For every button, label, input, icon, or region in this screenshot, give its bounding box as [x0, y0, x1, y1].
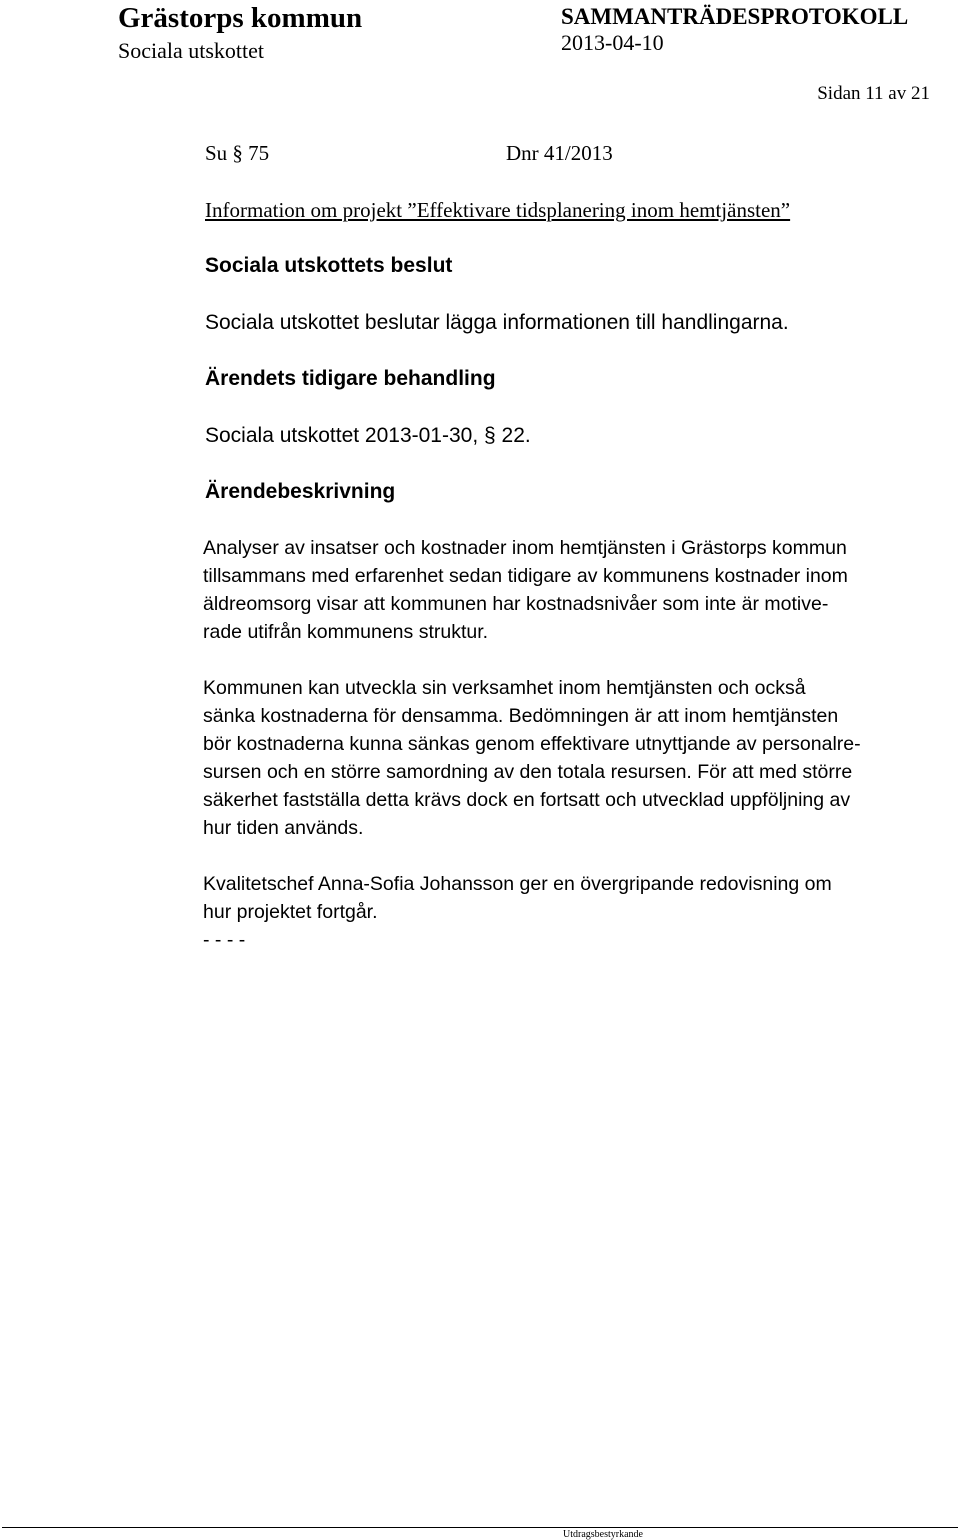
text-line: äldreomsorg visar att kommunen har kostnadsnivåer som inte är motive- [203, 593, 829, 615]
text-line: Kommunen kan utveckla sin verksamhet inom hemtjänsten och också [203, 677, 806, 699]
committee-name: Sociala utskottet [118, 38, 265, 63]
text-line: hur projektet fortgår. [203, 901, 378, 923]
text-line: Kvalitetschef Anna-Sofia Johansson ger en övergripande redovisning om [203, 873, 832, 895]
text-line: tillsammans med erfarenhet sedan tidigare av kommunens kostnader inom [203, 565, 848, 587]
paragraph-number: Su § 75 [205, 141, 270, 165]
previous-handling-heading: Ärendets tidigare behandling [205, 367, 496, 390]
end-marker: - - - - [203, 929, 246, 951]
case-title: Information om projekt ”Effektivare tidsplanering inom hemtjänsten” [205, 198, 791, 222]
diary-number: Dnr 41/2013 [506, 141, 613, 165]
decision-text: Sociala utskottet beslutar lägga informationen till handlingarna. [205, 311, 789, 334]
text-line: bör kostnaderna kunna sänkas genom effektivare utnyttjande av personalre- [203, 733, 861, 755]
description-heading: Ärendebeskrivning [205, 480, 396, 503]
text-line: rade utifrån kommunens struktur. [203, 621, 489, 643]
page-number: Sidan 11 av 21 [817, 83, 930, 104]
document-type: SAMMANTRÄDESPROTOKOLL [561, 4, 909, 29]
certification-label: Utdragsbestyrkande [563, 1529, 643, 1540]
previous-handling-text: Sociala utskottet 2013-01-30, § 22. [205, 424, 531, 447]
text-line: Analyser av insatser och kostnader inom hemtjänsten i Grästorps kommun [203, 537, 847, 559]
text-line: säkerhet fastställa detta krävs dock en fortsatt och utvecklad uppföljning av [203, 789, 851, 811]
footer-divider [2, 1527, 958, 1528]
decision-heading: Sociala utskottets beslut [205, 254, 453, 277]
organization-name: Grästorps kommun [118, 2, 363, 34]
case-reference [205, 141, 613, 166]
text-line: sänka kostnaderna för densamma. Bedömningen är att inom hemtjänsten [203, 705, 839, 727]
text-line: hur tiden används. [203, 817, 364, 839]
meeting-date: 2013-04-10 [561, 30, 664, 55]
text-line: sursen och en större samordning av den totala resursen. För att med större [203, 761, 853, 783]
